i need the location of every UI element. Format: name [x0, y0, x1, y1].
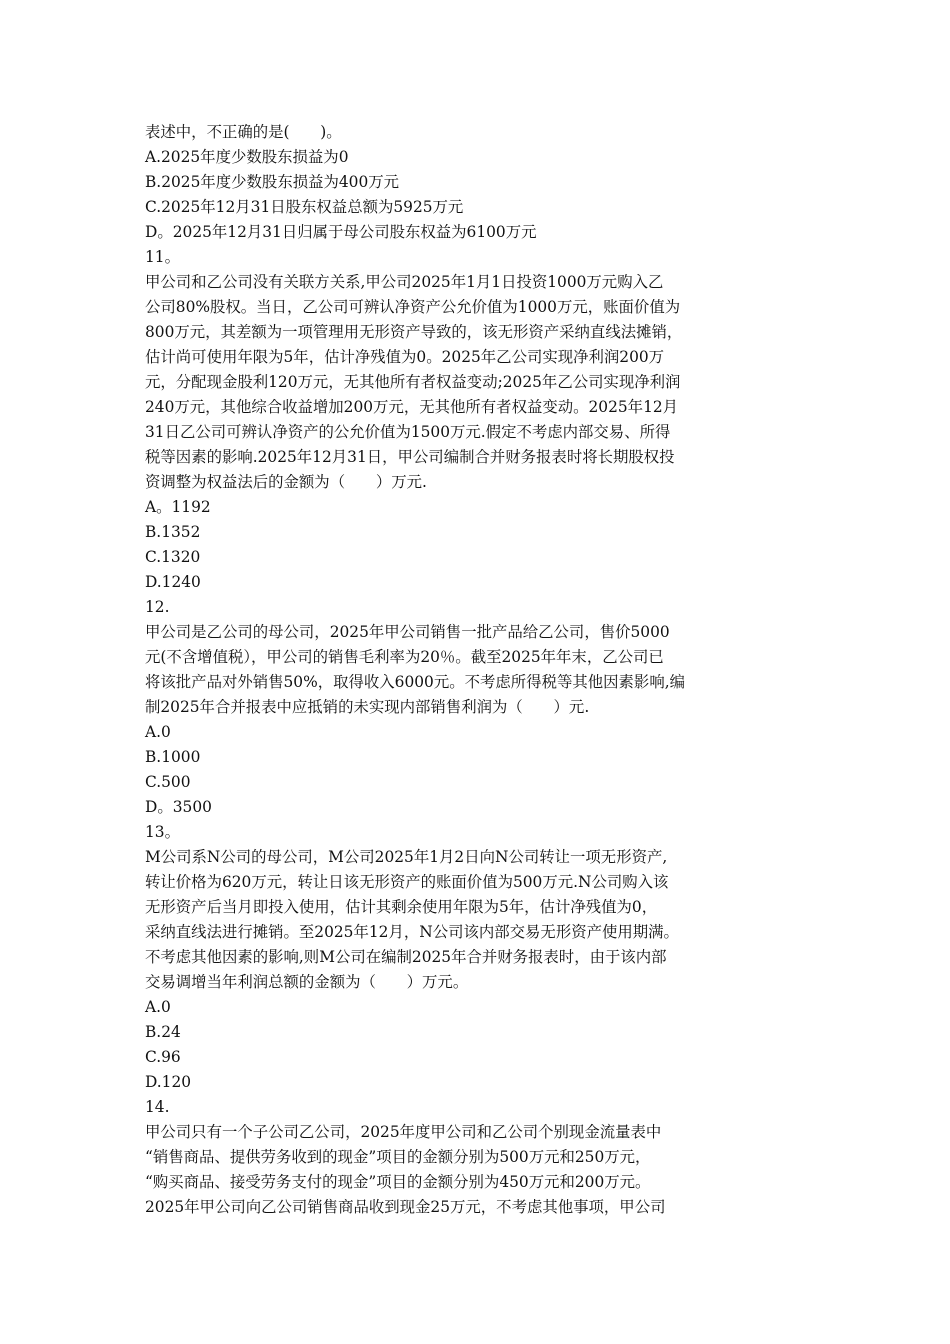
text-line: C.2025年12月31日股东权益总额为5925万元 — [145, 198, 464, 216]
text-line: 不考虑其他因素的影响,则M公司在编制2025年合并财务报表时，由于该内部 — [145, 948, 667, 966]
text-line: “销售商品、提供劳务收到的现金”项目的金额分别为500万元和250万元， — [145, 1148, 651, 1166]
text-line: B.1000 — [145, 748, 201, 766]
text-line: D。3500 — [145, 798, 212, 816]
text-line: 转让价格为620万元，转让日该无形资产的账面价值为500万元.N公司购入该 — [145, 873, 669, 891]
text-line: 2025年甲公司向乙公司销售商品收到现金25万元，不考虑其他事项，甲公司 — [145, 1198, 666, 1216]
text-line: 元(不含增值税），甲公司的销售毛利率为20％。截至2025年年末，乙公司已 — [145, 648, 664, 666]
text-line: 31日乙公司可辨认净资产的公允价值为1500万元.假定不考虑内部交易、所得 — [145, 423, 671, 441]
text-line: 采纳直线法进行摊销。至2025年12月，N公司该内部交易无形资产使用期满。 — [145, 923, 679, 941]
text-line: 税等因素的影响.2025年12月31日，甲公司编制合并财务报表时将长期股权投 — [145, 448, 675, 466]
text-line: 甲公司是乙公司的母公司，2025年甲公司销售一批产品给乙公司，售价5000 — [145, 623, 670, 641]
text-line: 将该批产品对外销售50%，取得收入6000元。不考虑所得税等其他因素影响,编 — [145, 673, 685, 691]
text-line: 公司80%股权。当日，乙公司可辨认净资产公允价值为1000万元，账面价值为 — [145, 298, 681, 316]
text-line: “购买商品、接受劳务支付的现金”项目的金额分别为450万元和200万元。 — [145, 1173, 651, 1191]
text-line: 制2025年合并报表中应抵销的未实现内部销售利润为（ ）元. — [145, 698, 590, 716]
text-line: 估计尚可使用年限为5年，估计净残值为0。2025年乙公司实现净利润200万 — [145, 348, 665, 366]
document-page — [145, 120, 825, 1220]
text-line: 甲公司和乙公司没有关联方关系,甲公司2025年1月1日投资1000万元购入乙 — [145, 273, 664, 291]
text-line: B.24 — [145, 1023, 181, 1041]
text-line: 交易调增当年利润总额的金额为（ ）万元。 — [145, 973, 469, 991]
text-line: 240万元，其他综合收益增加200万元，无其他所有者权益变动。2025年12月 — [145, 398, 679, 416]
text-line: 元，分配现金股利120万元，无其他所有者权益变动;2025年乙公司实现净利润 — [145, 373, 681, 391]
text-line: A.0 — [145, 998, 171, 1016]
text-line: A.2025年度少数股东损益为0 — [145, 148, 349, 166]
text-line: 14. — [145, 1098, 170, 1116]
text-line: 表述中，不正确的是( )。 — [145, 123, 342, 141]
text-line: C.1320 — [145, 548, 201, 566]
text-line: 800万元，其差额为一项管理用无形资产导致的，该无形资产采纳直线法摊销， — [145, 323, 683, 341]
text-line: C.500 — [145, 773, 191, 791]
text-line: 11。 — [145, 248, 180, 266]
text-line: 13。 — [145, 823, 180, 841]
text-line: A。1192 — [145, 498, 211, 516]
text-line: D.120 — [145, 1073, 192, 1091]
text-line: 甲公司只有一个子公司乙公司，2025年度甲公司和乙公司个别现金流量表中 — [145, 1123, 662, 1141]
text-line: 12. — [145, 598, 170, 616]
text-line: B.2025年度少数股东损益为400万元 — [145, 173, 400, 191]
text-line: C.96 — [145, 1048, 181, 1066]
text-line: D。2025年12月31日归属于母公司股东权益为6100万元 — [145, 223, 537, 241]
text-line: D.1240 — [145, 573, 201, 591]
text-line: 无形资产后当月即投入使用，估计其剩余使用年限为5年，估计净残值为0， — [145, 898, 658, 916]
text-line: 资调整为权益法后的金额为（ ）万元. — [145, 473, 427, 491]
text-line: M公司系N公司的母公司，M公司2025年1月2日向N公司转让一项无形资产, — [145, 848, 668, 866]
text-line: A.0 — [145, 723, 171, 741]
text-line: B.1352 — [145, 523, 201, 541]
